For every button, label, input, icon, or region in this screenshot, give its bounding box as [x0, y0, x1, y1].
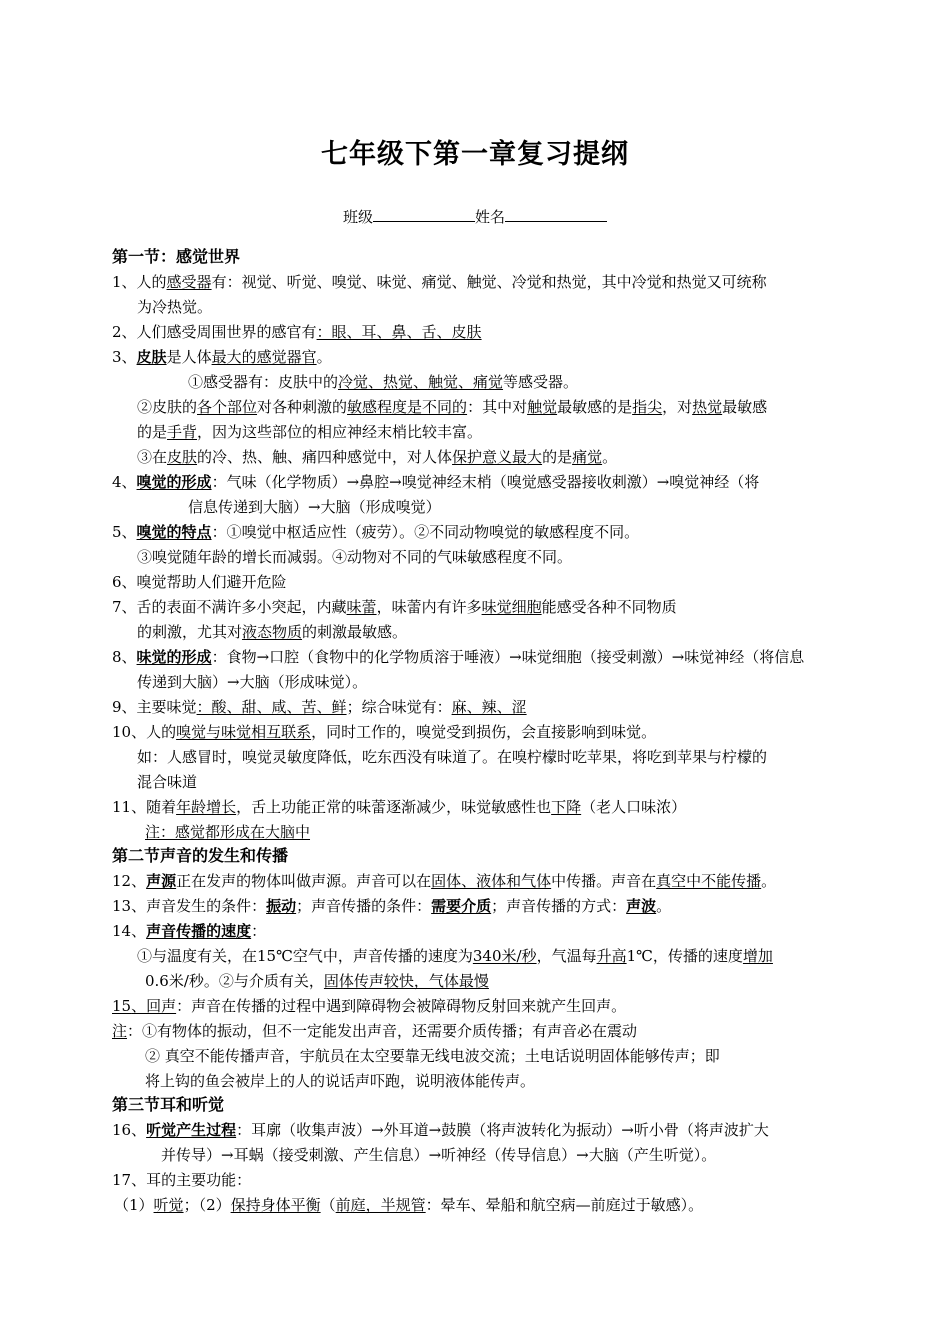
item-4: 4、嗅觉的形成：气味（化学物质）→鼻腔→嗅觉神经末梢（嗅觉感受器接收刺激）→嗅觉神经（将	[112, 473, 760, 491]
item-10-example-cont: 混合味道	[137, 773, 198, 791]
item-10-example: 如：人感冒时，嗅觉灵敏度降低，吃东西没有味道了。在嗅柠檬时吃苹果，将吃到苹果与柠檬的	[137, 748, 768, 766]
item-7: 7、舌的表面不满许多小突起，内藏味蕾，味蕾内有许多味觉细胞能感受各种不同物质	[112, 598, 677, 616]
item-4-cont: 信息传递到大脑）→大脑（形成嗅觉）	[188, 498, 441, 516]
item-3-2-cont: 的是手背，因为这些部位的相应神经末梢比较丰富。	[137, 423, 483, 441]
item-17-functions: （1）听觉；（2）保持身体平衡（前庭，半规管：晕车、晕船和航空病—前庭过于敏感）。	[114, 1196, 704, 1214]
item-16: 16、听觉产生过程：耳廓（收集声波）→外耳道→鼓膜（将声波转化为振动）→听小骨（将声波扩大	[112, 1121, 769, 1139]
item-3: 3、皮肤是人体最大的感觉器官。	[112, 348, 332, 366]
section-heading-3: 第三节耳和听觉	[112, 1095, 225, 1114]
note-2: 注：①有物体的振动，但不一定能发出声音，还需要介质传播；有声音必在震动	[112, 1022, 638, 1040]
name-blank	[505, 207, 607, 222]
page-title: 七年级下第一章复习提纲	[321, 139, 629, 170]
item-12: 12、声源正在发声的物体叫做声源。声音可以在固体、液体和气体中传播。声音在真空中不能传播。	[112, 872, 777, 890]
item-6: 6、嗅觉帮助人们避开危险	[112, 573, 287, 591]
item-8: 8、味觉的形成：食物→口腔（食物中的化学物质溶于唾液）→味觉细胞（接受刺激）→味觉神经（将信息	[112, 648, 805, 666]
item-3-1: ①感受器有：皮肤中的冷觉、热觉、触觉、痛觉等感受器。	[188, 373, 579, 391]
item-14-1: ①与温度有关，在15℃空气中，声音传播的速度为340米/秒，气温每升高1℃，传播的速度增加	[137, 947, 773, 965]
class-label: 班级	[342, 208, 373, 226]
item-5: 5、嗅觉的特点：①嗅觉中枢适应性（疲劳）。②不同动物嗅觉的敏感程度不同。	[112, 523, 640, 541]
note-2-cont-2: 将上钩的鱼会被岸上的人的说话声吓跑，说明液体能传声。	[145, 1072, 536, 1090]
item-7-cont: 的刺激，尤其对液态物质的刺激最敏感。	[137, 623, 408, 641]
item-3-2: ②皮肤的各个部位对各种刺激的敏感程度是不同的：其中对触觉最敏感的是指尖，对热觉最敏感	[137, 398, 768, 416]
item-8-cont: 传递到大脑）→大脑（形成味觉）。	[137, 673, 368, 691]
section-heading-2: 第二节声音的发生和传播	[112, 846, 289, 865]
section-heading-1: 第一节：感觉世界	[112, 247, 241, 266]
note-2-cont: ② 真空不能传播声音，宇航员在太空要靠无线电波交流；土电话说明固体能够传声；即	[145, 1047, 720, 1065]
item-9: 9、主要味觉：酸、甜、咸、苦、鲜；综合味觉有：麻、辣、涩	[112, 698, 527, 716]
item-14-2: 0.6米/秒。②与介质有关，固体传声较快，气体最慢	[145, 972, 489, 990]
item-17: 17、耳的主要功能：	[112, 1171, 252, 1189]
item-15: 15、回声：声音在传播的过程中遇到障碍物会被障碍物反射回来就产生回声。	[112, 997, 627, 1015]
item-11: 11、随着年龄增长，舌上功能正常的味蕾逐渐减少，味觉敏感性也下降（老人口味浓）	[112, 798, 687, 816]
item-2: 2、人们感受周围世界的感官有：眼、耳、鼻、舌、皮肤	[112, 323, 482, 341]
item-10: 10、人的嗅觉与味觉相互联系，同时工作的，嗅觉受到损伤，会直接影响到味觉。	[112, 723, 657, 741]
class-blank	[373, 207, 475, 222]
item-3-3: ③在皮肤的冷、热、触、痛四种感觉中，对人体保护意义最大的是痛觉。	[137, 448, 618, 466]
note-1: 注：感觉都形成在大脑中	[145, 823, 311, 841]
item-14: 14、声音传播的速度：	[112, 922, 267, 940]
item-1-cont: 为冷热觉。	[137, 298, 213, 316]
item-5-cont: ③嗅觉随年龄的增长而减弱。④动物对不同的气味敏感程度不同。	[137, 548, 573, 566]
item-1: 1、人的感受器有：视觉、听觉、嗅觉、味觉、痛觉、触觉、冷觉和热觉，其中冷觉和热觉又可统称	[112, 273, 767, 291]
student-info-line	[0, 206, 950, 227]
item-13: 13、声音发生的条件：振动；声音传播的条件：需要介质；声音传播的方式：声波。	[112, 897, 672, 915]
item-16-cont: 并传导）→耳蜗（接受刺激、产生信息）→听神经（传导信息）→大脑（产生听觉）。	[161, 1146, 717, 1164]
name-label: 姓名	[475, 208, 506, 226]
